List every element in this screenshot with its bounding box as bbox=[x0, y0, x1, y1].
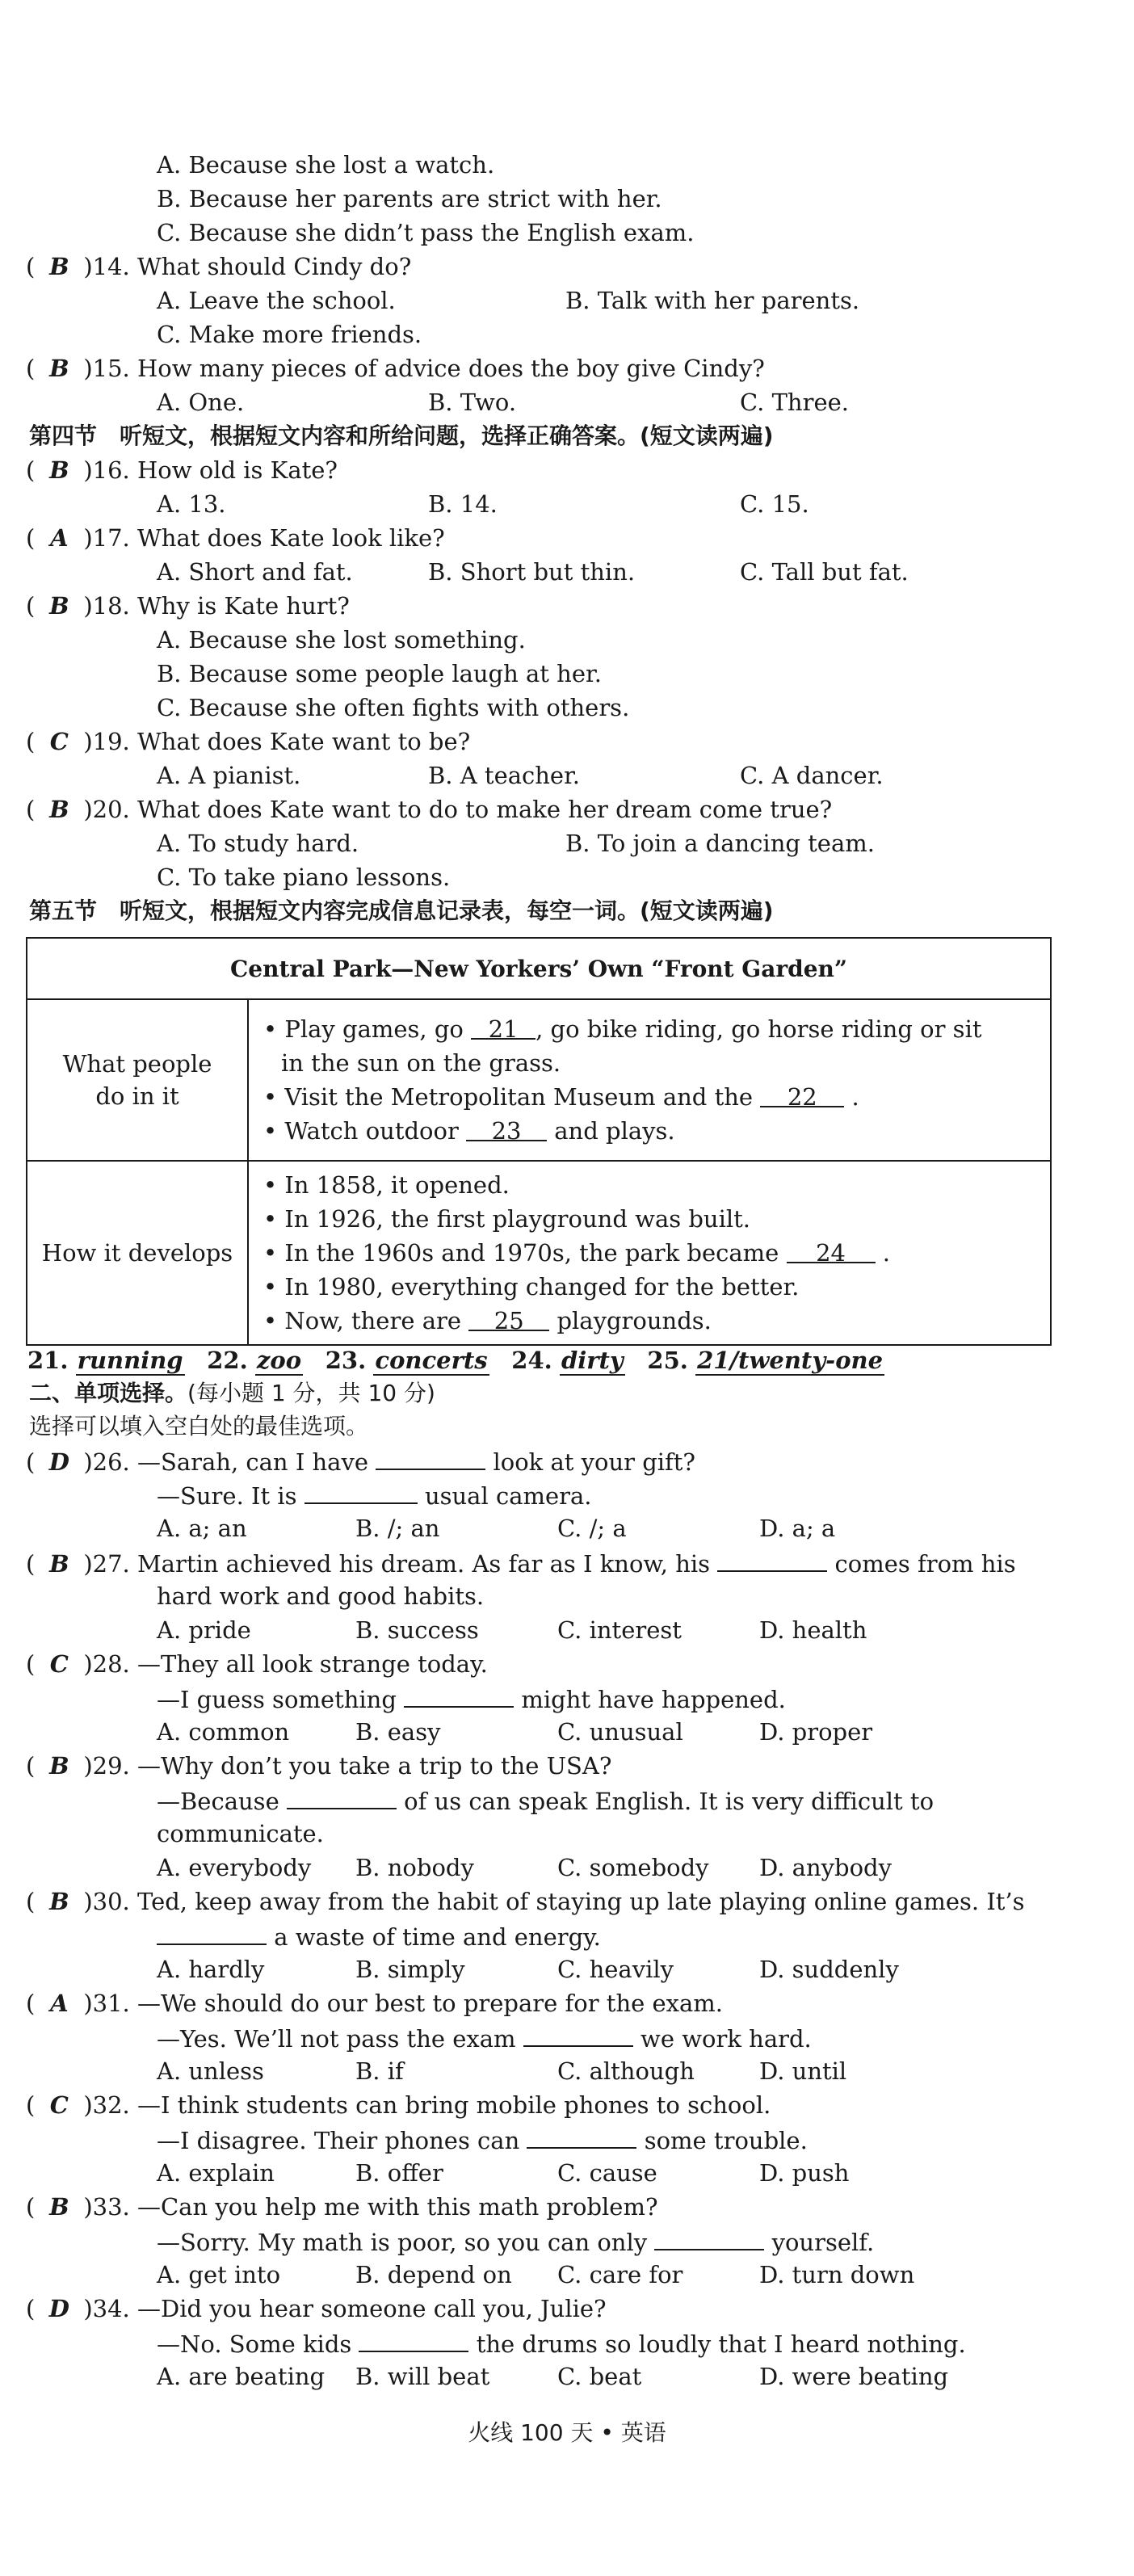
development-content bbox=[248, 1161, 1051, 1345]
q17-option-b: B. Short but thin. bbox=[428, 558, 636, 586]
part-title: 二、单项选择。 bbox=[29, 1380, 188, 1406]
blank bbox=[287, 1784, 397, 1809]
q31-option-d: D. until bbox=[759, 2057, 847, 2085]
history-item bbox=[263, 1304, 1039, 1338]
part-note: (每小题 1 分，共 10 分) bbox=[187, 1380, 435, 1406]
table-title: Central Park—New Yorkers’ Own “Front Garden” bbox=[27, 938, 1051, 999]
q29-line-2 bbox=[157, 1784, 934, 1817]
answer-mark: D bbox=[48, 1448, 69, 1476]
q33-option-a: A. get into bbox=[157, 2261, 281, 2288]
question-29: ( B )29. —Why don’t you take a trip to the USA? bbox=[26, 1750, 611, 1782]
text-segment: the drums so loudly that I heard nothing. bbox=[476, 2330, 966, 2358]
text-segment: —Because bbox=[157, 1788, 279, 1815]
q27-option-c: C. interest bbox=[557, 1616, 682, 1644]
text-segment: )28. —They all look strange today. bbox=[83, 1650, 488, 1678]
activity-item-cont: in the sun on the grass. bbox=[281, 1049, 561, 1077]
q31-option-a: A. unless bbox=[157, 2057, 264, 2085]
answer-number: 24. bbox=[511, 1347, 552, 1374]
question-18: ( B )18. Why is Kate hurt? bbox=[26, 590, 350, 622]
q32-option-b: B. offer bbox=[355, 2159, 443, 2187]
q15-option-c: C. Three. bbox=[740, 389, 850, 416]
q14-option-a: A. Leave the school. bbox=[157, 287, 396, 314]
question-26: ( D )26. —Sarah, can I have look at your gift? bbox=[26, 1444, 695, 1478]
answer-mark: B bbox=[49, 1752, 69, 1780]
question-16: ( B )16. How old is Kate? bbox=[26, 454, 338, 486]
table-row bbox=[27, 1161, 1051, 1345]
q29-option-a: A. everybody bbox=[157, 1854, 312, 1881]
answer-mark: B bbox=[49, 2193, 69, 2221]
activity-item bbox=[263, 1080, 1039, 1114]
q30-option-b: B. simply bbox=[355, 1956, 465, 1983]
text-segment: and plays. bbox=[554, 1117, 675, 1145]
question-27: ( B )27. Martin achieved his dream. As far as I know, his comes from his bbox=[26, 1546, 1016, 1580]
text-segment: )29. —Why don’t you take a trip to the USA? bbox=[83, 1752, 612, 1780]
q26-option-b: B. /; an bbox=[355, 1515, 440, 1542]
text-segment: )26. —Sarah, can I have bbox=[83, 1448, 369, 1476]
q20-option-a: A. To study hard. bbox=[157, 830, 359, 857]
row-label-activities bbox=[27, 999, 248, 1161]
q27-option-d: D. health bbox=[759, 1616, 867, 1644]
q33-option-d: D. turn down bbox=[759, 2261, 915, 2288]
text-segment: yourself. bbox=[771, 2229, 875, 2256]
q29-option-b: B. nobody bbox=[355, 1854, 474, 1881]
text-segment: —Sorry. My math is poor, so you can only bbox=[157, 2229, 648, 2256]
answer-key: running bbox=[77, 1347, 183, 1374]
q34-line-2 bbox=[157, 2326, 966, 2360]
q13-option-c: C. Because she didn’t pass the English exam. bbox=[157, 219, 695, 246]
blank bbox=[717, 1546, 827, 1572]
q26-option-d: D. a; a bbox=[759, 1515, 836, 1542]
q33-option-b: B. depend on bbox=[355, 2261, 512, 2288]
text-segment: )31. —We should do our best to prepare for the exam. bbox=[83, 1990, 724, 2017]
text-segment: look at your gift? bbox=[493, 1448, 695, 1476]
activities-content bbox=[248, 999, 1051, 1161]
answer-number: 25. bbox=[647, 1347, 688, 1374]
q16-option-c: C. 15. bbox=[740, 490, 809, 518]
question-33: ( B )33. —Can you help me with this math problem? bbox=[26, 2191, 658, 2223]
question-stem: )15. How many pieces of advice does the boy give Cindy? bbox=[83, 355, 765, 382]
text-segment: —I disagree. Their phones can bbox=[157, 2127, 520, 2154]
question-32: ( C )32. —I think students can bring mobile phones to school. bbox=[26, 2089, 771, 2121]
q18-option-b: B. Because some people laugh at her. bbox=[157, 660, 602, 687]
answer-mark: A bbox=[50, 524, 69, 552]
q27-option-a: A. pride bbox=[157, 1616, 251, 1644]
answer-key: concerts bbox=[375, 1347, 488, 1374]
question-stem: )14. What should Cindy do? bbox=[83, 253, 412, 280]
text-segment: )33. —Can you help me with this math problem? bbox=[83, 2193, 658, 2221]
q32-option-d: D. push bbox=[759, 2159, 850, 2187]
row-label-development: How it develops bbox=[27, 1161, 248, 1345]
answer-key: dirty bbox=[561, 1347, 624, 1374]
question-28: ( C )28. —They all look strange today. bbox=[26, 1648, 488, 1680]
q16-option-a: A. 13. bbox=[157, 490, 226, 518]
q32-option-c: C. cause bbox=[557, 2159, 657, 2187]
question-stem: )20. What does Kate want to do to make her dream come true? bbox=[83, 796, 833, 823]
q18-option-a: A. Because she lost something. bbox=[157, 626, 526, 653]
q20-option-c: C. To take piano lessons. bbox=[157, 864, 451, 891]
q28-option-a: A. common bbox=[157, 1718, 290, 1746]
activity-item bbox=[263, 1114, 1039, 1148]
question-31: ( A )31. —We should do our best to prepare for the exam. bbox=[26, 1987, 723, 2019]
blank bbox=[527, 2123, 636, 2149]
text-segment: —No. Some kids bbox=[157, 2330, 352, 2358]
q29-line-3: communicate. bbox=[157, 1820, 324, 1847]
q19-option-c: C. A dancer. bbox=[740, 762, 884, 789]
q32-option-a: A. explain bbox=[157, 2159, 275, 2187]
q14-option-c: C. Make more friends. bbox=[157, 321, 422, 348]
q30-line-2 bbox=[157, 1919, 601, 1953]
row-label-line: do in it bbox=[95, 1082, 179, 1110]
answer-number: 22. bbox=[207, 1347, 248, 1374]
question-34: ( D )34. —Did you hear someone call you, Julie? bbox=[26, 2292, 607, 2325]
blank-23: 23 bbox=[466, 1116, 547, 1141]
blank-25: 25 bbox=[468, 1305, 549, 1331]
q31-option-b: B. if bbox=[355, 2057, 404, 2085]
history-item: • In 1980, everything changed for the better. bbox=[263, 1273, 800, 1301]
text-segment: playgrounds. bbox=[556, 1307, 712, 1334]
q13-option-a: A. Because she lost a watch. bbox=[157, 151, 495, 179]
section-5-heading: 第五节 听短文，根据短文内容完成信息记录表，每空一词。(短文读两遍) bbox=[29, 897, 774, 924]
blank bbox=[404, 1682, 514, 1708]
blank bbox=[359, 2326, 468, 2352]
q34-option-a: A. are beating bbox=[157, 2363, 326, 2390]
info-record-table bbox=[26, 937, 1052, 1346]
question-20: ( B )20. What does Kate want to do to make her dream come true? bbox=[26, 793, 832, 826]
q15-option-b: B. Two. bbox=[428, 389, 517, 416]
blank-21: 21 bbox=[471, 1014, 536, 1040]
answer-key: 21/twenty-one bbox=[697, 1347, 884, 1374]
text-segment: a waste of time and energy. bbox=[274, 1923, 601, 1951]
q27-option-b: B. success bbox=[355, 1616, 479, 1644]
history-item: • In 1858, it opened. bbox=[263, 1171, 510, 1199]
q28-option-d: D. proper bbox=[759, 1718, 873, 1746]
text-segment: some trouble. bbox=[644, 2127, 808, 2154]
answer-mark: D bbox=[48, 2295, 69, 2322]
q31-option-c: C. although bbox=[557, 2057, 695, 2085]
q16-option-b: B. 14. bbox=[428, 490, 498, 518]
history-item: • In 1926, the first playground was built. bbox=[263, 1205, 750, 1233]
row-label-line: What people bbox=[62, 1050, 212, 1078]
q34-option-c: C. beat bbox=[557, 2363, 642, 2390]
q29-option-c: C. somebody bbox=[557, 1854, 709, 1881]
q26-line-2 bbox=[157, 1478, 592, 1512]
blank bbox=[304, 1478, 418, 1504]
question-stem: )18. Why is Kate hurt? bbox=[83, 592, 350, 620]
answer-mark: B bbox=[49, 456, 69, 484]
question-stem: )16. How old is Kate? bbox=[83, 456, 338, 484]
text-segment: )27. Martin achieved his dream. As far as I know, his bbox=[83, 1550, 711, 1578]
text-segment: —Sure. It is bbox=[157, 1482, 297, 1510]
answer-mark: B bbox=[49, 796, 69, 823]
q32-line-2 bbox=[157, 2123, 808, 2157]
q31-line-2 bbox=[157, 2021, 812, 2055]
text-segment: • In the 1960s and 1970s, the park became bbox=[263, 1239, 779, 1267]
answer-number: 21. bbox=[27, 1347, 69, 1374]
text-segment: • Watch outdoor bbox=[263, 1117, 459, 1145]
blank bbox=[654, 2225, 764, 2250]
answer-mark: B bbox=[49, 253, 69, 280]
q28-line-2 bbox=[157, 1682, 786, 1716]
text-segment: • Now, there are bbox=[263, 1307, 462, 1334]
text-segment: )32. —I think students can bring mobile phones to school. bbox=[83, 2091, 771, 2119]
text-segment: —I guess something bbox=[157, 1686, 397, 1713]
blank bbox=[376, 1444, 485, 1470]
q34-option-b: B. will beat bbox=[355, 2363, 490, 2390]
q30-option-c: C. heavily bbox=[557, 1956, 674, 1983]
q17-option-c: C. Tall but fat. bbox=[740, 558, 909, 586]
text-segment: , go bike riding, go horse riding or sit bbox=[536, 1015, 982, 1043]
blank bbox=[157, 1919, 267, 1945]
question-30: ( B )30. Ted, keep away from the habit of staying up late playing online games. It’s bbox=[26, 1885, 1025, 1918]
text-segment: usual camera. bbox=[424, 1482, 592, 1510]
table-row bbox=[27, 999, 1051, 1161]
q20-option-b: B. To join a dancing team. bbox=[565, 830, 875, 857]
q17-option-a: A. Short and fat. bbox=[157, 558, 353, 586]
q19-option-a: A. A pianist. bbox=[157, 762, 301, 789]
text-segment: we work hard. bbox=[640, 2025, 812, 2053]
answer-mark: C bbox=[49, 2091, 69, 2119]
text-segment: . bbox=[882, 1239, 890, 1267]
q28-option-b: B. easy bbox=[355, 1718, 441, 1746]
page-footer: 火线 100 天 • 英语 bbox=[468, 2419, 666, 2446]
blank bbox=[523, 2021, 633, 2047]
text-segment: —Yes. We’ll not pass the exam bbox=[157, 2025, 516, 2053]
part-2-heading bbox=[29, 1376, 435, 1410]
q33-option-c: C. care for bbox=[557, 2261, 683, 2288]
blank-24: 24 bbox=[787, 1238, 876, 1263]
q29-option-d: D. anybody bbox=[759, 1854, 892, 1881]
q26-option-a: A. a; an bbox=[157, 1515, 247, 1542]
q26-option-c: C. /; a bbox=[557, 1515, 627, 1542]
q15-option-a: A. One. bbox=[157, 389, 245, 416]
section-4-heading: 第四节 听短文，根据短文内容和所给问题，选择正确答案。(短文读两遍) bbox=[29, 422, 774, 449]
question-19: ( C )19. What does Kate want to be? bbox=[26, 725, 470, 758]
text-segment: comes from his bbox=[834, 1550, 1016, 1578]
text-segment: of us can speak English. It is very difficult to bbox=[404, 1788, 934, 1815]
blank-22: 22 bbox=[760, 1082, 844, 1107]
text-segment: might have happened. bbox=[521, 1686, 786, 1713]
q18-option-c: C. Because she often fights with others. bbox=[157, 694, 630, 721]
text-segment: )30. Ted, keep away from the habit of staying up late playing online games. It’s bbox=[83, 1888, 1025, 1915]
answer-mark: B bbox=[49, 1888, 69, 1915]
q19-option-b: B. A teacher. bbox=[428, 762, 580, 789]
q13-option-b: B. Because her parents are strict with her. bbox=[157, 185, 662, 212]
answer-mark: B bbox=[49, 592, 69, 620]
answer-mark: C bbox=[49, 728, 69, 755]
text-segment: • Visit the Metropolitan Museum and the bbox=[263, 1083, 754, 1111]
question-17: ( A )17. What does Kate look like? bbox=[26, 522, 445, 554]
answer-key: zoo bbox=[256, 1347, 302, 1374]
answer-mark: C bbox=[49, 1650, 69, 1678]
part-2-instruction: 选择可以填入空白处的最佳选项。 bbox=[29, 1413, 369, 1439]
q30-option-d: D. suddenly bbox=[759, 1956, 899, 1983]
answer-number: 23. bbox=[325, 1347, 367, 1374]
answer-mark: B bbox=[49, 1550, 69, 1578]
history-item bbox=[263, 1236, 1039, 1270]
q34-option-d: D. were beating bbox=[759, 2363, 949, 2390]
question-14: ( B )14. What should Cindy do? bbox=[26, 250, 411, 283]
q27-line-2: hard work and good habits. bbox=[157, 1582, 485, 1610]
q30-option-a: A. hardly bbox=[157, 1956, 265, 1983]
text-segment: • Play games, go bbox=[263, 1015, 464, 1043]
answer-mark: A bbox=[50, 1990, 69, 2017]
activity-item bbox=[263, 1012, 1039, 1046]
answers-21-25 bbox=[27, 1344, 884, 1376]
text-segment: )34. —Did you hear someone call you, Julie? bbox=[83, 2295, 607, 2322]
question-stem: )19. What does Kate want to be? bbox=[83, 728, 471, 755]
q28-option-c: C. unusual bbox=[557, 1718, 683, 1746]
q33-line-2 bbox=[157, 2225, 874, 2259]
question-15: ( B )15. How many pieces of advice does the boy give Cindy? bbox=[26, 352, 765, 385]
q14-option-b: B. Talk with her parents. bbox=[565, 287, 860, 314]
text-segment: . bbox=[851, 1083, 859, 1111]
table-title-row bbox=[27, 938, 1051, 999]
question-stem: )17. What does Kate look like? bbox=[83, 524, 445, 552]
answer-mark: B bbox=[49, 355, 69, 382]
